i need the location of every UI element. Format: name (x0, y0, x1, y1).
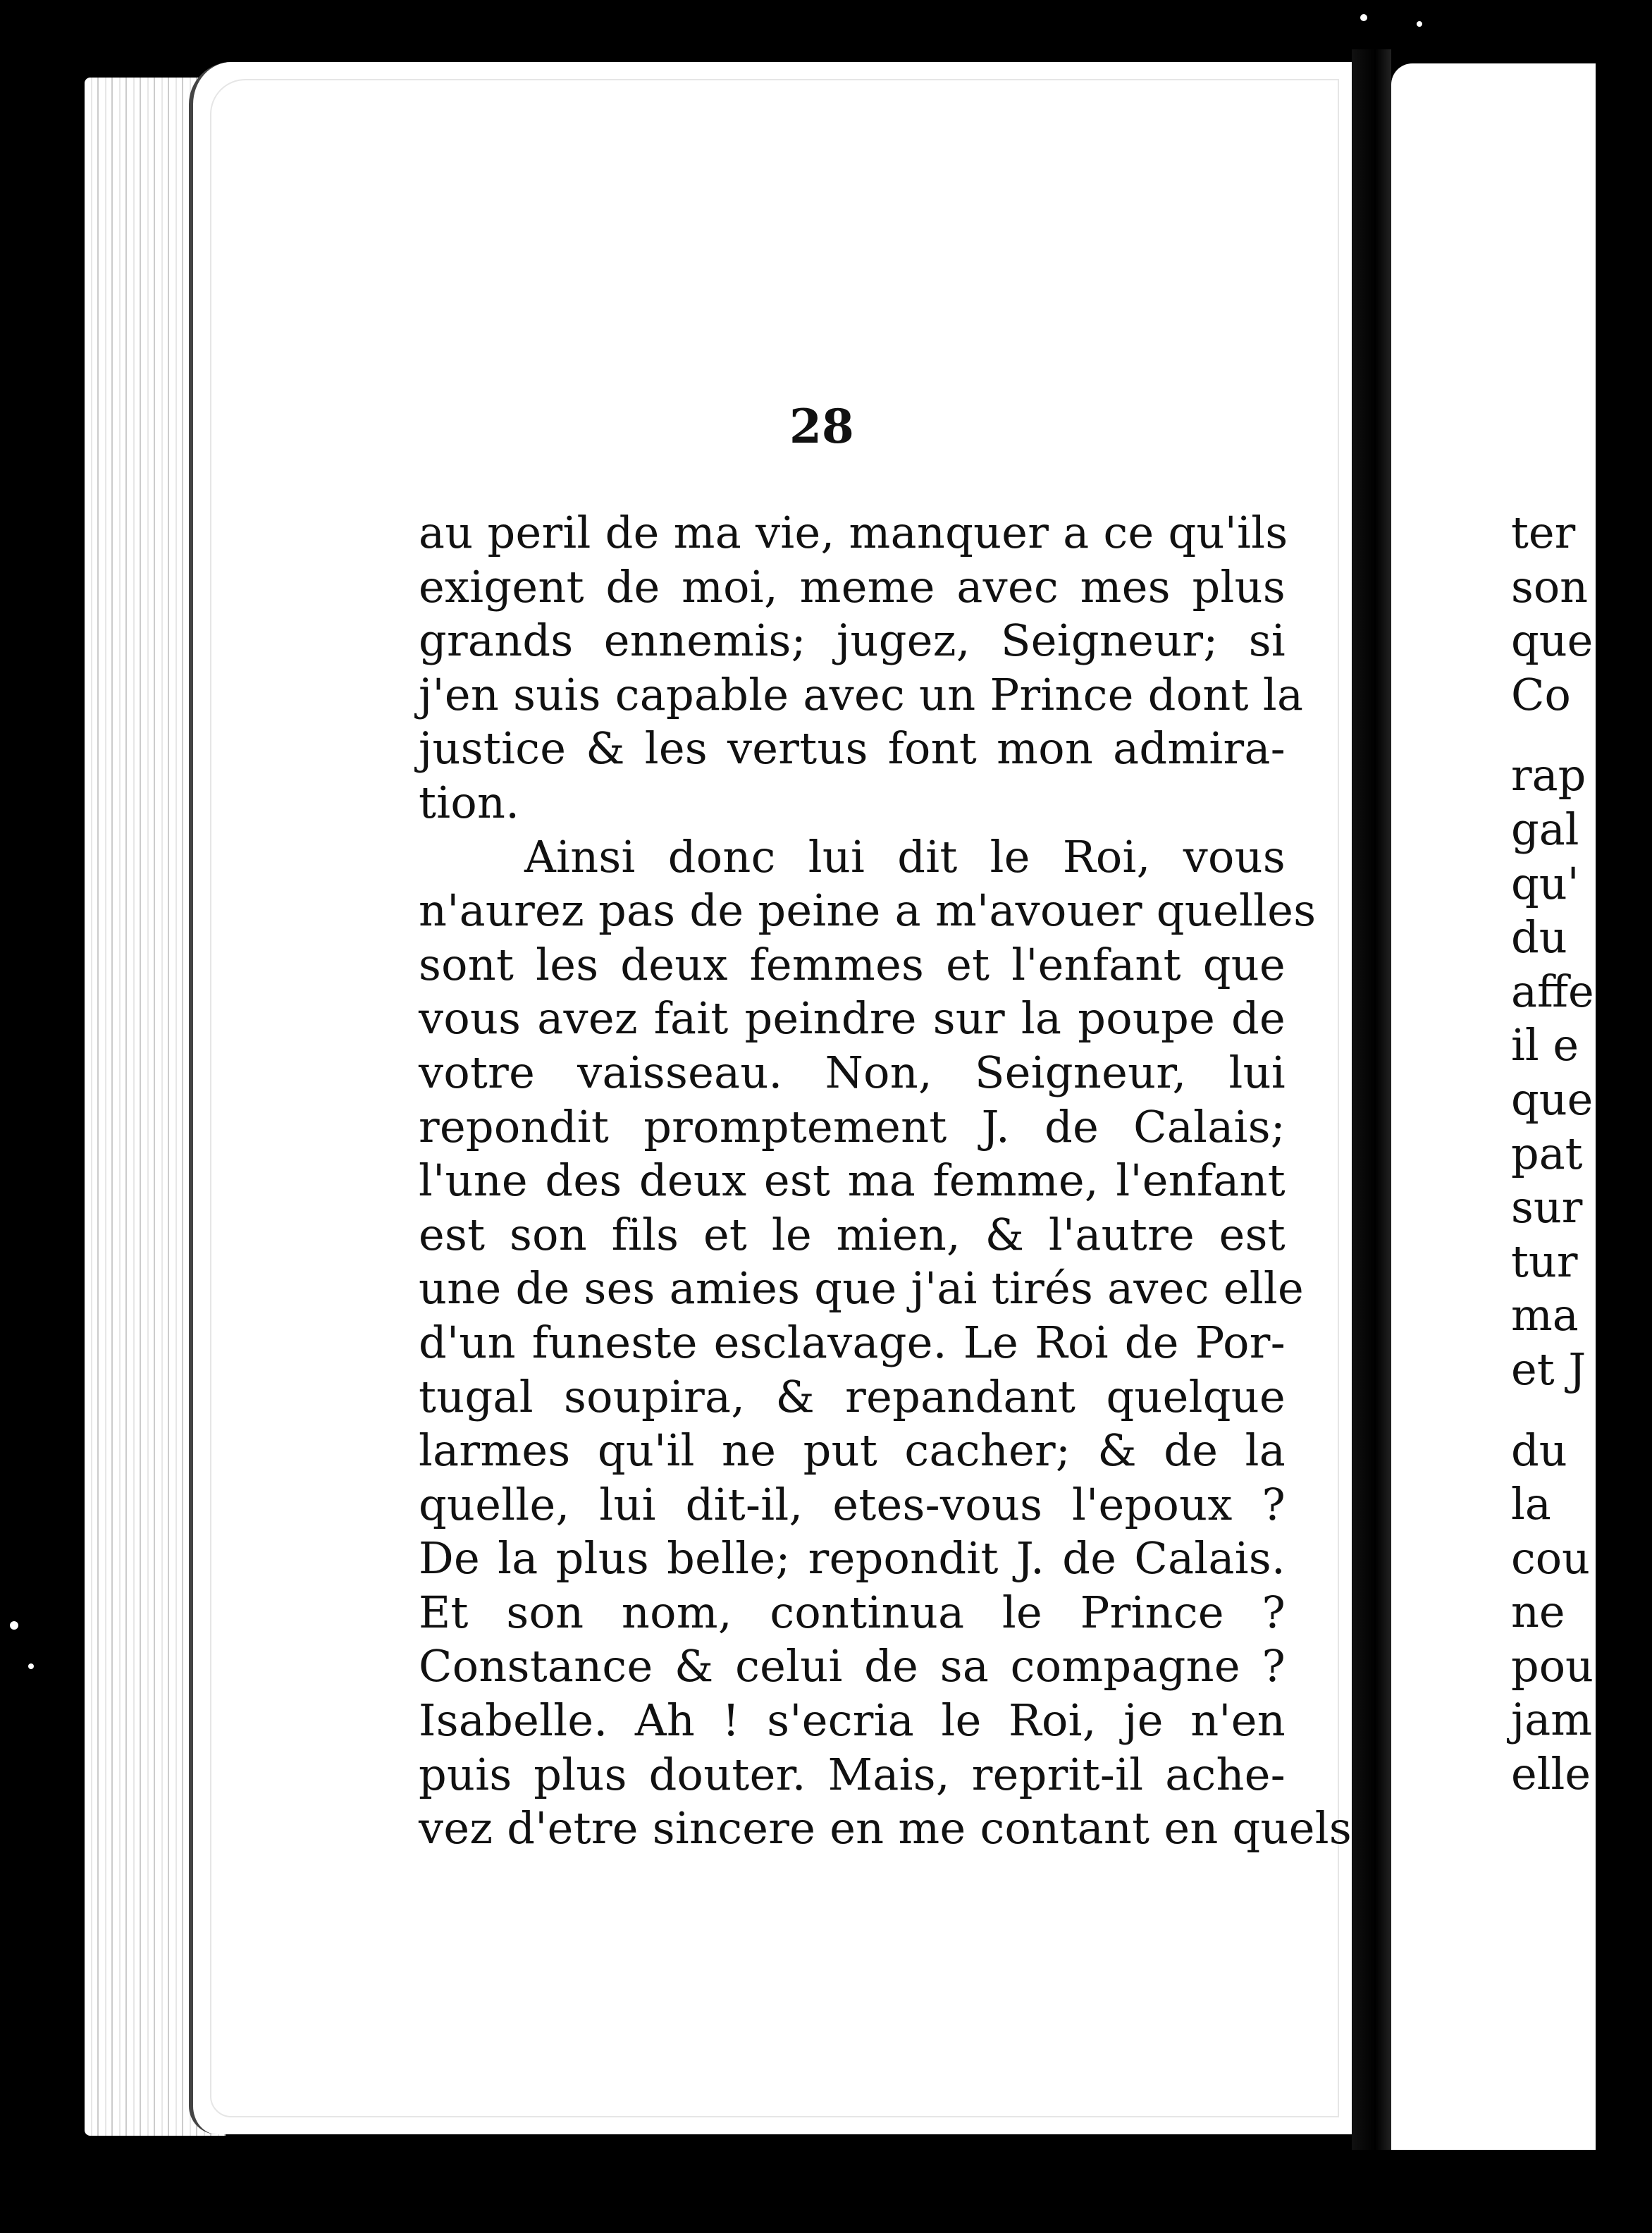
right-page-text (1511, 506, 1652, 1802)
right-text-line: la (1511, 1478, 1551, 1530)
text-line: d'un funeste esclavage. Le Roi de Por- (419, 1316, 1286, 1368)
right-text-line: du (1511, 1424, 1567, 1476)
scan-speck (1360, 14, 1367, 21)
text-line: tugal soupira, & repandant quelque (419, 1370, 1286, 1422)
right-text-line: son (1511, 560, 1589, 613)
text-line: Isabelle. Ah ! s'ecria le Roi, je n'en (419, 1694, 1286, 1747)
text-line: une de ses amies que j'ai tirés avec elle (419, 1262, 1305, 1315)
right-text-line: elle (1511, 1748, 1591, 1800)
right-text-line: rap (1511, 749, 1586, 801)
right-text-line: ma (1511, 1289, 1579, 1341)
right-text-line: ter (1511, 507, 1576, 558)
text-line: n'aurez pas de peine a m'avouer quelles (419, 885, 1317, 937)
text-line: quelle, lui dit-il, etes-vous l'epoux ? (419, 1478, 1286, 1530)
scan-speck (1417, 21, 1422, 27)
text-line: l'une des deux est ma femme, l'enfant (419, 1155, 1286, 1207)
right-text-line: affe (1511, 965, 1594, 1017)
right-text-line: Co (1511, 668, 1571, 720)
text-line: au peril de ma vie, manquer a ce qu'ils (419, 507, 1288, 558)
text-line: repondit promptement J. de Calais; (419, 1100, 1286, 1152)
text-line: larmes qu'il ne put cacher; & de la (419, 1425, 1286, 1477)
text-line: Ainsi donc lui dit le Roi, vous (524, 830, 1286, 882)
book-gutter (1352, 49, 1391, 2150)
right-text-gap (1511, 722, 1652, 749)
right-text-line: que (1511, 615, 1594, 667)
right-text-line: ne (1511, 1586, 1565, 1638)
right-text-line: gal (1511, 803, 1579, 855)
page-number: 28 (789, 399, 854, 454)
left-page-text (419, 506, 1352, 1856)
text-line: Et son nom, continua le Prince ? (419, 1586, 1286, 1638)
right-text-line: il e (1511, 1019, 1579, 1071)
right-text-line: que (1511, 1073, 1594, 1125)
right-text-line: pat (1511, 1127, 1583, 1179)
text-line: grands ennemis; jugez, Seigneur; si (419, 615, 1286, 667)
text-line: puis plus douter. Mais, reprit-il ache- (419, 1748, 1286, 1800)
text-line: j'en suis capable avec un Prince dont la (419, 668, 1304, 720)
text-line: exigent de moi, meme avec mes plus (419, 560, 1286, 613)
text-line: tion. (419, 776, 520, 828)
text-line: vous avez fait peindre sur la poupe de (419, 992, 1286, 1045)
right-text-line: cou (1511, 1532, 1590, 1584)
scan-speck (10, 1621, 18, 1630)
text-line: votre vaisseau. Non, Seigneur, lui (419, 1046, 1286, 1098)
text-line: vez d'etre sincere en me contant en quels (419, 1802, 1352, 1854)
text-line: Constance & celui de sa compagne ? (419, 1640, 1286, 1692)
scan-speck (28, 1663, 34, 1669)
text-line: sont les deux femmes et l'enfant que (419, 938, 1286, 990)
right-text-line: pou (1511, 1640, 1594, 1692)
right-text-line: du (1511, 911, 1567, 964)
text-line: justice & les vertus font mon admira- (419, 722, 1286, 775)
right-text-line: jam (1511, 1694, 1592, 1746)
right-text-gap (1511, 1397, 1652, 1424)
right-text-line: et J (1511, 1343, 1586, 1395)
right-text-line: sur (1511, 1181, 1583, 1234)
right-text-line: tur (1511, 1235, 1578, 1287)
right-text-line: qu' (1511, 857, 1579, 909)
text-line: est son fils et le mien, & l'autre est (419, 1208, 1286, 1260)
text-line: De la plus belle; repondit J. de Calais. (419, 1532, 1286, 1585)
